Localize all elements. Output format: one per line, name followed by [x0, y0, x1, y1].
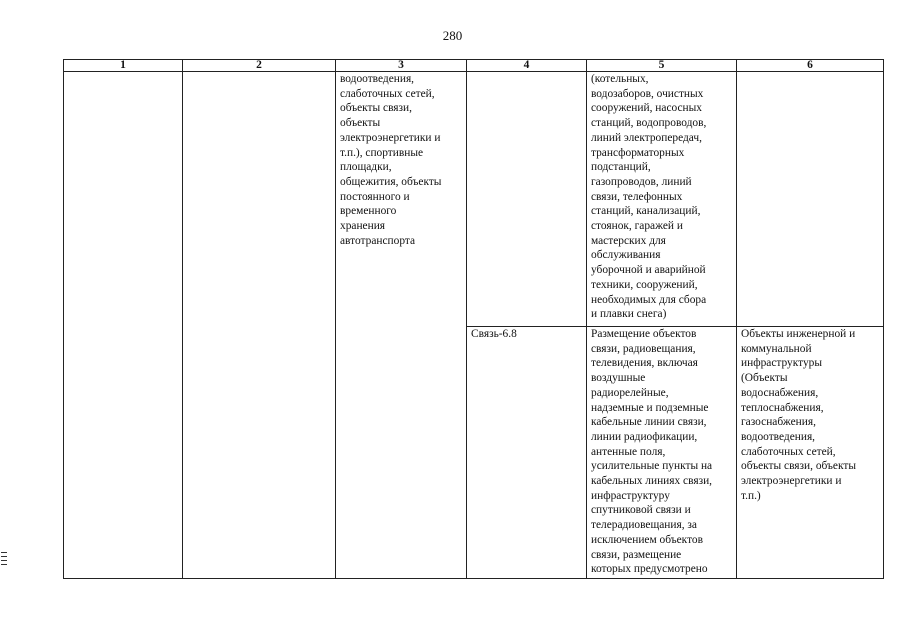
cell-col1: [64, 72, 183, 579]
cell-col2: [183, 72, 336, 579]
column-header-6: 6: [737, 60, 884, 72]
cell-use-code: Связь-6.8: [467, 327, 587, 579]
column-header-5: 5: [587, 60, 737, 72]
page-number: 280: [442, 28, 463, 43]
cell-auxiliary-objects: Объекты инженерной и коммунальной инфраструктуры (Объекты водоснабжения, теплоснабжения, газоснабжения, водоотведения, слаботочных сетей, объекты связи, объекты электроэнергетики и т.п.): [737, 327, 884, 579]
table-header-row: [64, 60, 884, 72]
cell-col4: [467, 72, 587, 327]
column-header-1: 1: [64, 60, 183, 72]
zoning-table: [63, 59, 884, 579]
cell-description-continued: (котельных, водозаборов, очистных сооружений, насосных станций, водопроводов, линий электропередач, трансформаторных подстанций, газопроводов, линий связи, телефонных станций, канализаций, стоянок, гаражей и мастерских для обслуживания уборочной и аварийной техники, сооружений, необходимых для сбора и плавки снега): [587, 72, 737, 327]
column-header-3: 3: [336, 60, 467, 72]
cell-col6: [737, 72, 884, 327]
cell-use-description: Размещение объектов связи, радиовещания, телевидения, включая воздушные радиорелейные, надземные и подземные кабельные линии связи, линии радиофикации, антенные поля, усилительные пункты на кабельных линиях связи, инфраструктуру спутниковой связи и телерадиовещания, за исключением объектов связи, размещение которых предусмотрено: [587, 327, 737, 579]
table-row: [64, 72, 884, 327]
column-header-4: 4: [467, 60, 587, 72]
cell-permitted-uses-continued: водоотведения, слаботочных сетей, объекты связи, объекты электроэнергетики и т.п.), спортивные площадки, общежития, объекты постоянного и временного хранения автотранспорта: [336, 72, 467, 579]
column-header-2: 2: [183, 60, 336, 72]
scan-edge-marks: [1, 552, 7, 568]
